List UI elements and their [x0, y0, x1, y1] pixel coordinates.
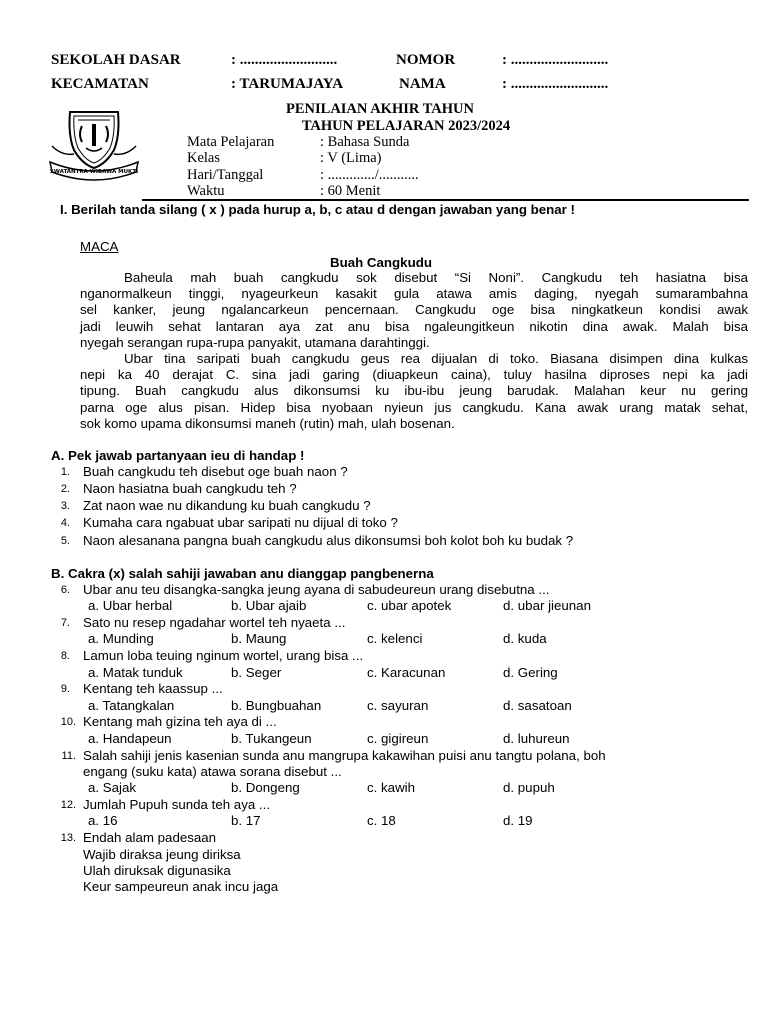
question-text: Lamun loba teuing nginum wortel, urang bisa ...	[83, 648, 364, 663]
section-b-title: B. Cakra (x) salah sahiji jawaban anu dianggap pangbenerna	[51, 566, 434, 581]
question-text: Zat naon wae nu dikandung ku buah cangkudu ?	[83, 498, 371, 513]
number-value: : ..........................	[502, 52, 609, 68]
option-b[interactable]: b. 17	[231, 813, 261, 828]
option-b[interactable]: b. Seger	[231, 665, 282, 680]
class-value: : V (Lima)	[320, 150, 382, 166]
option-b[interactable]: b. Maung	[231, 631, 287, 646]
option-c[interactable]: c. Karacunan	[367, 665, 446, 680]
question-text: Salah sahiji jenis kasenian sunda anu mangrupa kakawihan puisi anu tangtu polana, boh	[83, 748, 606, 763]
option-b[interactable]: b. Dongeng	[231, 780, 300, 795]
text-line: sel kanker, jeung ngalancarkeun pencernaan. Cangkudu oge bisa ningkatkeun kondisi awak	[80, 302, 748, 318]
question-number: 9.	[60, 683, 70, 695]
time-value: : 60 Menit	[320, 183, 381, 199]
question-number: 3.	[60, 500, 70, 512]
question-number: 13.	[60, 832, 76, 844]
option-d[interactable]: d. 19	[503, 813, 533, 828]
exam-title: PENILAIAN AKHIR TAHUN	[286, 101, 474, 117]
option-c[interactable]: c. kawih	[367, 780, 416, 795]
option-b[interactable]: b. Bungbuahan	[231, 698, 322, 713]
question-number: 8.	[60, 650, 70, 662]
reading-section-label: MACA	[80, 239, 119, 254]
option-a[interactable]: a. Sajak	[88, 780, 137, 795]
instruction: I. Berilah tanda silang ( x ) pada hurup a, b, c atau d dengan jawaban yang benar !	[60, 202, 575, 217]
reading-paragraph-2	[80, 351, 748, 432]
reading-title: Buah Cangkudu	[330, 255, 432, 270]
option-a[interactable]: a. Handapeun	[88, 731, 172, 746]
option-d[interactable]: d. Gering	[503, 665, 558, 680]
question-text: Kentang mah gizina teh aya di ...	[83, 714, 277, 729]
regency-emblem	[48, 106, 140, 186]
question-text: Kentang teh kaassup ...	[83, 681, 223, 696]
option-a[interactable]: a. Ubar herbal	[88, 598, 173, 613]
option-b[interactable]: b. Tukangeun	[231, 731, 312, 746]
text-line: nepi ka 40 derajat C. sina jadi garing (diuapkeun caina), tuluy hasilna diproses nepi ka jadi	[80, 367, 748, 383]
option-d[interactable]: d. sasatoan	[503, 698, 572, 713]
option-d[interactable]: d. ubar jieunan	[503, 598, 591, 613]
question-number: 4.	[60, 517, 70, 529]
question-number: 6.	[60, 584, 70, 596]
option-c[interactable]: c. sayuran	[367, 698, 429, 713]
option-a[interactable]: a. Munding	[88, 631, 154, 646]
date-value: : ............./...........	[320, 167, 419, 183]
question-number: 10.	[60, 716, 76, 728]
question-text: Naon alesanana pangna buah cangkudu alus dikonsumsi boh kolot boh ku budak ?	[83, 533, 574, 548]
poem-line: Keur sampeureun anak incu jaga	[83, 879, 279, 894]
reading-paragraph-1	[80, 270, 748, 351]
question-text: Buah cangkudu teh disebut oge buah naon ?	[83, 464, 348, 479]
option-d[interactable]: d. pupuh	[503, 780, 555, 795]
text-line: Ubar tina saripati buah cangkudu geus rea dijualan di toko. Biasana disimpen dina kulkas	[124, 351, 748, 366]
emblem-motto: SWATANTRA WIBAWA MUKTI	[49, 169, 139, 175]
option-a[interactable]: a. Matak tunduk	[88, 665, 183, 680]
option-b[interactable]: b. Ubar ajaib	[231, 598, 307, 613]
header-divider	[142, 199, 749, 201]
text-line: nganormalkeun tinggi, nyageurkeun kasakit gula atawa amis daging, nyegah sumarambahna	[80, 286, 748, 302]
subject-value: : Bahasa Sunda	[320, 134, 410, 150]
option-a[interactable]: a. Tatangkalan	[88, 698, 175, 713]
name-value: : ..........................	[502, 76, 609, 92]
question-text-continued: engang (suku kata) atawa sorana disebut ...	[83, 764, 342, 779]
district-label: KECAMATAN	[51, 76, 149, 92]
question-text: Endah alam padesaan	[83, 830, 217, 845]
option-c[interactable]: c. gigireun	[367, 731, 429, 746]
exam-year: TAHUN PELAJARAN 2023/2024	[301, 118, 511, 134]
question-text: Ubar anu teu disangka-sangka jeung ayana di sabudeureun urang disebutna ...	[83, 582, 550, 597]
poem-line: Ulah diruksak digunasika	[83, 863, 231, 878]
option-a[interactable]: a. 16	[88, 813, 118, 828]
name-label: NAMA	[399, 76, 446, 92]
time-label: Waktu	[187, 183, 225, 199]
option-c[interactable]: c. kelenci	[367, 631, 423, 646]
option-d[interactable]: d. kuda	[503, 631, 547, 646]
question-text: Jumlah Pupuh sunda teh aya ...	[83, 797, 271, 812]
date-label: Hari/Tanggal	[187, 167, 264, 183]
question-text: Kumaha cara ngabuat ubar saripati nu dijual di toko ?	[83, 515, 398, 530]
text-line: Baheula mah buah cangkudu sok disebut “Si Noni”. Cangkudu teh hasiatna bisa	[124, 270, 748, 285]
text-line: sok komo upama dikonsumsi maneh (rutin) mah, ulah bosenan.	[80, 415, 455, 431]
text-line: parna oge alus pisan. Hidep bisa nyobaan nyieun jus cangkudu. Kana awak urang matak sehat,	[80, 399, 748, 415]
section-a-title: A. Pek jawab partanyaan ieu di handap !	[51, 448, 305, 463]
text-line: jadi leuwih sehat lantaran aya zat anu bisa ngaleungitkeun nikotin dina awak. Malah bisa	[80, 318, 748, 334]
question-text: Naon hasiatna buah cangkudu teh ?	[83, 481, 297, 496]
text-line: tipung. Buah cangkudu alus dikonsumsi ku ibu-ibu jeung barudak. Malahan keur nu gering	[80, 383, 748, 399]
question-number: 5.	[60, 535, 70, 547]
text-line: nyegah serangan rupa-rupa panyakit, utamana darahtinggi.	[80, 334, 430, 350]
district-value: : TARUMAJAYA	[231, 76, 344, 92]
number-label: NOMOR	[396, 52, 456, 68]
option-c[interactable]: c. ubar apotek	[367, 598, 452, 613]
emblem-icon	[48, 106, 140, 186]
class-label: Kelas	[187, 150, 221, 166]
question-number: 2.	[60, 483, 70, 495]
school-value: : ..........................	[231, 52, 338, 68]
question-text: Sato nu resep ngadahar wortel teh nyaeta ...	[83, 615, 346, 630]
school-label: SEKOLAH DASAR	[51, 52, 181, 68]
question-number: 1.	[60, 466, 70, 478]
question-number: 7.	[60, 617, 70, 629]
subject-label: Mata Pelajaran	[187, 134, 275, 150]
question-number: 12.	[60, 799, 76, 811]
question-number: 11.	[61, 750, 76, 762]
option-c[interactable]: c. 18	[367, 813, 396, 828]
option-d[interactable]: d. luhureun	[503, 731, 570, 746]
poem-line: Wajib diraksa jeung diriksa	[83, 847, 241, 862]
